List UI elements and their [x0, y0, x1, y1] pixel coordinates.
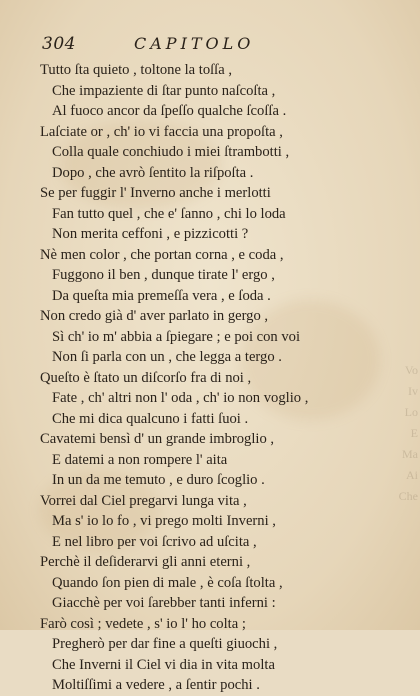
poem-line: Fate , ch' altri non l' oda , ch' io non voglio , [52, 390, 309, 406]
poem-line: Che impaziente di ſtar punto naſcoſta , [52, 82, 276, 99]
poem-line: Laſciate or , ch' io vi faccia una propoſta , [40, 123, 283, 140]
poem-line: Nè men color , che portan corna , e coda , [40, 246, 284, 263]
poem-line: Pregherò per dar fine a queſti giuochi , [52, 636, 278, 652]
poem-line: Dopo , che avrò ſentito la riſpoſta . [52, 164, 254, 181]
poem-line: Fan tutto quel , che e' ſanno , chi lo loda [52, 205, 286, 222]
poem-line: E nel libro per voi ſcrivo ad uſcita , [52, 533, 257, 550]
poem-line: Colla quale conchiudo i miei ſtrambotti , [52, 144, 290, 160]
poem-line: Che mi dica qualcuno i fatti ſuoi . [52, 410, 249, 427]
poem-line: Tutto ſta quieto , toltone la toſſa , [40, 62, 233, 78]
poem-line: Che Inverni il Ciel vi dia in vita molta [52, 656, 275, 673]
poem-line: Quando ſon pien di male , è coſa ſtolta , [52, 574, 283, 591]
poem-text [0, 60, 420, 696]
page-number: 304 [42, 34, 76, 54]
poem-line: Da queſta mia premeſſa vera , e ſoda . [52, 287, 271, 304]
poem-line: In un da me temuto , e duro ſcoglio . [52, 472, 265, 488]
poem-line: Ma s' io lo fo , vi prego molti Inverni , [52, 513, 276, 529]
poem-line: Farò così ; vedete , s' io l' ho colta ; [40, 615, 246, 632]
poem-line: Sì ch' io m' abbia a ſpiegare ; e poi con voi [52, 328, 301, 345]
poem-line: Perchè il deſiderarvi gli anni eterni , [40, 554, 251, 570]
poem-line: Vorrei dal Ciel pregarvi lunga vita , [40, 492, 247, 509]
poem-line: Non ſi parla con un , che legga a tergo . [52, 349, 282, 365]
poem-line: Al fuoco ancor da ſpeſſo qualche ſcoſſa . [52, 103, 287, 119]
poem-line: Se per fuggir l' Inverno anche i merlotti [40, 185, 271, 201]
poem-line: Fuggono il ben , dunque tirate l' ergo , [52, 267, 275, 283]
poem-line: Non credo già d' aver parlato in gergo , [40, 308, 269, 324]
bleed-through-marks: Vo Iv Lo E Ma Ai Che [398, 363, 418, 503]
poem-line: Cavatemi bensì d' un grande imbroglio , [40, 431, 275, 447]
poem-line: E datemi a non rompere l' aita [52, 451, 228, 468]
poem-line: Queſto è ſtato un diſcorſo fra di noi , [40, 369, 252, 386]
poem-line: Giacchè per voi ſarebber tanti inferni : [52, 595, 276, 611]
running-title: CAPITOLO [134, 34, 255, 53]
poem-line: Moltiſſimi a vedere , a ſentir pochi . [52, 677, 260, 693]
poem-line: Non merita ceffoni , e pizzicotti ? [52, 226, 249, 242]
page-header [42, 34, 372, 56]
